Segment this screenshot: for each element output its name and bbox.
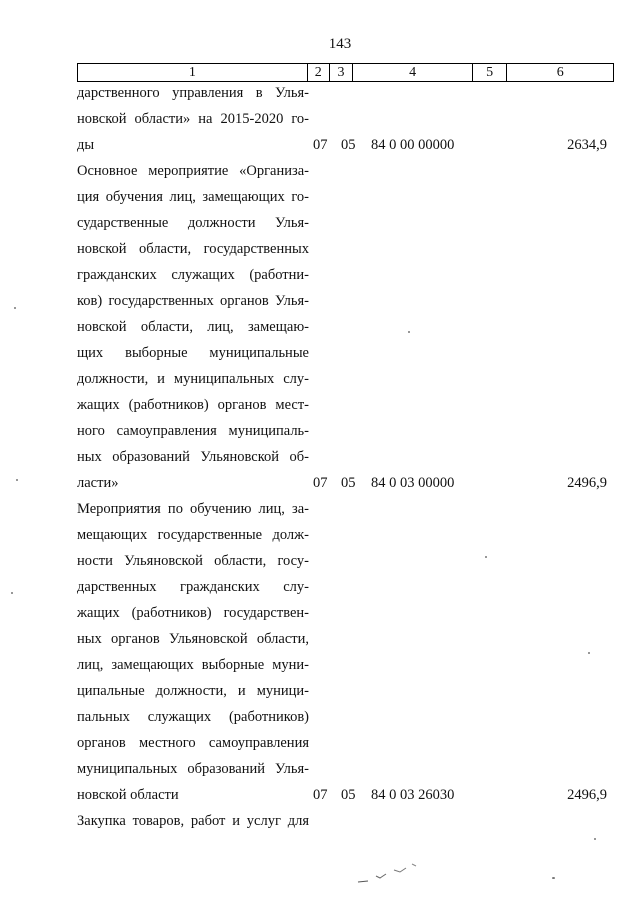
amount-value: 2496,9 <box>567 787 607 803</box>
description-line: жащих (работников) органов мест- <box>77 397 309 413</box>
column-header-5: 5 <box>472 64 507 82</box>
code-subsection: 05 <box>341 787 356 803</box>
description-line: ности Ульяновской области, госу- <box>77 553 309 569</box>
column-header-row <box>77 63 614 82</box>
description-line: новской области, лиц, замещаю- <box>77 319 309 335</box>
code-subsection: 05 <box>341 475 356 491</box>
description-line: ных образований Ульяновской об- <box>77 449 309 465</box>
description-line: ков) государственных органов Улья- <box>77 293 309 309</box>
scan-speck <box>485 556 487 558</box>
column-header-2: 2 <box>307 64 329 82</box>
description-line: должности, и муниципальных слу- <box>77 371 309 387</box>
description-line: Основное мероприятие «Организа- <box>77 163 309 179</box>
scan-speck <box>11 592 13 594</box>
code-target-article: 84 0 03 26030 <box>371 787 455 803</box>
page-number: 143 <box>328 36 352 52</box>
ink-mark <box>356 860 420 886</box>
description-line: новской области, государственных <box>77 241 309 257</box>
description-line: муниципальных образований Улья- <box>77 761 309 777</box>
description-line: Закупка товаров, работ и услуг для <box>77 813 309 829</box>
column-header-3: 3 <box>329 64 353 82</box>
description-line: пальных служащих (работников) <box>77 709 309 725</box>
amount-value: 2634,9 <box>567 137 607 153</box>
code-subsection: 05 <box>341 137 356 153</box>
description-line: дарственных гражданских слу- <box>77 579 309 595</box>
code-section: 07 <box>313 137 328 153</box>
description-line: гражданских служащих (работни- <box>77 267 309 283</box>
description-line: ды <box>77 137 95 153</box>
code-target-article: 84 0 00 00000 <box>371 137 455 153</box>
description-line: ция обучения лиц, замещающих го- <box>77 189 309 205</box>
description-line: Мероприятия по обучению лиц, за- <box>77 501 309 517</box>
description-line: дарственного управления в Улья- <box>77 85 309 101</box>
column-header-6: 6 <box>507 64 614 82</box>
description-line: новской области <box>77 787 179 803</box>
column-header-1: 1 <box>78 64 308 82</box>
scan-speck <box>14 307 16 309</box>
description-line: жащих (работников) государствен- <box>77 605 309 621</box>
code-section: 07 <box>313 475 328 491</box>
description-line: ципальные должности, и муници- <box>77 683 309 699</box>
code-section: 07 <box>313 787 328 803</box>
description-line: ных органов Ульяновской области, <box>77 631 309 647</box>
description-line: ного самоуправления муниципаль- <box>77 423 309 439</box>
scan-speck <box>16 479 18 481</box>
description-line: щих выборные муниципальные <box>77 345 309 361</box>
description-line: ласти» <box>77 475 119 491</box>
scan-speck <box>588 652 590 654</box>
scan-speck <box>594 838 596 840</box>
amount-value: 2496,9 <box>567 475 607 491</box>
description-line: мещающих государственные долж- <box>77 527 309 543</box>
code-target-article: 84 0 03 00000 <box>371 475 455 491</box>
description-line: органов местного самоуправления <box>77 735 309 751</box>
scan-speck <box>408 331 410 333</box>
description-line: новской области» на 2015-2020 го- <box>77 111 309 127</box>
scan-speck <box>552 877 555 879</box>
description-line: лиц, замещающих выборные муни- <box>77 657 309 673</box>
description-line: сударственные должности Улья- <box>77 215 309 231</box>
column-header-4: 4 <box>353 64 472 82</box>
